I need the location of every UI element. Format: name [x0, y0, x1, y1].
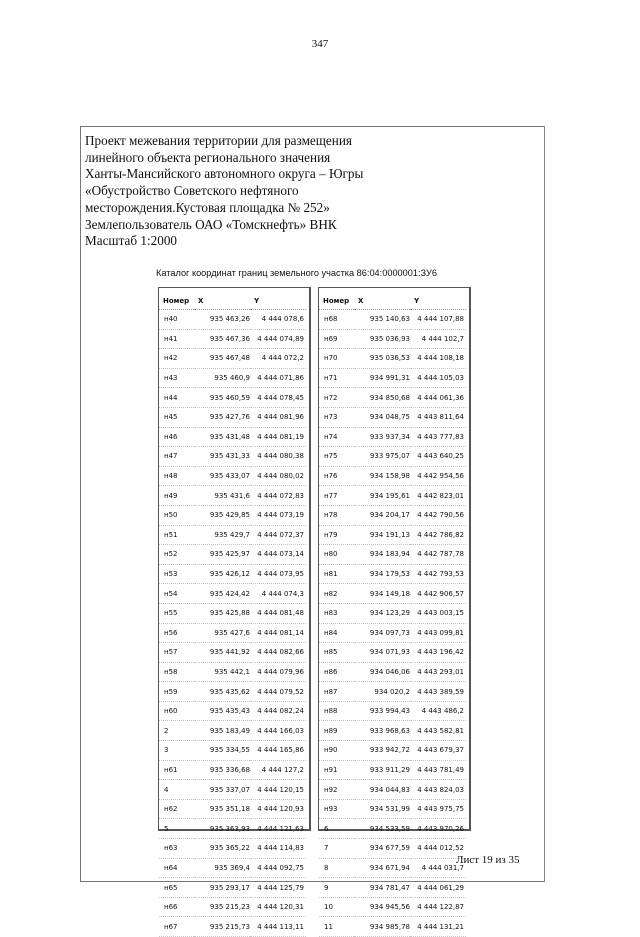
y-coordinate-cell: 4 444 105,03	[410, 368, 466, 388]
y-coordinate-cell: 4 442 793,53	[410, 564, 466, 584]
table-row	[319, 525, 466, 545]
y-coordinate-cell: 4 444 072,37	[250, 525, 306, 545]
point-number-cell: н71	[319, 368, 354, 388]
point-number-cell: н81	[319, 564, 354, 584]
table-header-row	[319, 292, 466, 310]
table-row	[319, 349, 466, 369]
point-number-cell: 4	[159, 780, 194, 800]
y-coordinate-cell: 4 442 787,78	[410, 545, 466, 565]
table-row	[319, 505, 466, 525]
point-number-cell: н68	[319, 310, 354, 330]
point-number-cell: н75	[319, 447, 354, 467]
y-coordinate-cell: 4 444 081,19	[250, 427, 306, 447]
table-row	[319, 897, 466, 917]
point-number-cell: н80	[319, 545, 354, 565]
x-coordinate-cell: 935 036,53	[354, 349, 410, 369]
y-coordinate-cell: 4 444 031,7	[410, 858, 466, 878]
table-row	[319, 603, 466, 623]
y-coordinate-cell: 4 444 113,11	[250, 917, 306, 937]
table-body-right	[319, 310, 466, 937]
x-coordinate-cell: 935 441,92	[194, 643, 250, 663]
column-header-y: Y	[410, 292, 466, 310]
column-header-number: Номер	[319, 292, 354, 310]
sheet-number: Лист 19 из 35	[456, 854, 520, 866]
frame-border-bottom	[80, 881, 545, 882]
y-coordinate-cell: 4 444 079,52	[250, 682, 306, 702]
table-row	[319, 388, 466, 408]
y-coordinate-cell: 4 444 072,83	[250, 486, 306, 506]
x-coordinate-cell: 935 426,12	[194, 564, 250, 584]
y-coordinate-cell: 4 444 114,83	[250, 839, 306, 859]
x-coordinate-cell: 935 431,6	[194, 486, 250, 506]
table-row	[159, 799, 306, 819]
x-coordinate-cell: 935 183,49	[194, 721, 250, 741]
x-coordinate-cell: 934 158,98	[354, 466, 410, 486]
table-row	[319, 623, 466, 643]
point-number-cell: н50	[159, 505, 194, 525]
x-coordinate-cell: 934 985,78	[354, 917, 410, 937]
table-row	[159, 662, 306, 682]
point-number-cell: н57	[159, 643, 194, 663]
point-number-cell: н45	[159, 407, 194, 427]
table-row	[159, 721, 306, 741]
point-number-cell: 11	[319, 917, 354, 937]
x-coordinate-cell: 935 431,33	[194, 447, 250, 467]
title-line: Ханты-Мансийского автономного округа – Югры	[85, 166, 364, 182]
x-coordinate-cell: 935 467,48	[194, 349, 250, 369]
point-number-cell: н43	[159, 368, 194, 388]
point-number-cell: 6	[319, 819, 354, 839]
y-coordinate-cell: 4 444 102,7	[410, 329, 466, 349]
x-coordinate-cell: 933 942,72	[354, 741, 410, 761]
point-number-cell: н85	[319, 643, 354, 663]
point-number-cell: н77	[319, 486, 354, 506]
x-coordinate-cell: 934 533,59	[354, 819, 410, 839]
table-row	[159, 368, 306, 388]
point-number-cell: н44	[159, 388, 194, 408]
point-number-cell: н51	[159, 525, 194, 545]
table-row	[319, 407, 466, 427]
table-row	[319, 584, 466, 604]
title-line: Землепользователь ОАО «Томскнефть» ВНК	[85, 216, 337, 232]
y-coordinate-cell: 4 444 073,14	[250, 545, 306, 565]
table-row	[319, 780, 466, 800]
point-number-cell: 8	[319, 858, 354, 878]
title-line: Проект межевания территории для размещения	[85, 133, 352, 148]
y-coordinate-cell: 4 443 640,25	[410, 447, 466, 467]
x-coordinate-cell: 935 433,07	[194, 466, 250, 486]
point-number-cell: н79	[319, 525, 354, 545]
frame-border-top	[80, 126, 544, 127]
point-number-cell: н62	[159, 799, 194, 819]
point-number-cell: н64	[159, 858, 194, 878]
y-coordinate-cell: 4 444 061,36	[410, 388, 466, 408]
y-coordinate-cell: 4 444 081,48	[250, 603, 306, 623]
table-row	[319, 466, 466, 486]
x-coordinate-cell: 933 975,07	[354, 447, 410, 467]
table-row	[319, 741, 466, 761]
y-coordinate-cell: 4 444 074,3	[250, 584, 306, 604]
y-coordinate-cell: 4 443 679,37	[410, 741, 466, 761]
point-number-cell: н53	[159, 564, 194, 584]
table-body-left	[159, 310, 306, 937]
table-row	[319, 447, 466, 467]
x-coordinate-cell: 935 363,93	[194, 819, 250, 839]
x-coordinate-cell: 934 781,47	[354, 878, 410, 898]
x-coordinate-cell: 934 097,73	[354, 623, 410, 643]
point-number-cell: н76	[319, 466, 354, 486]
table-row	[159, 917, 306, 937]
y-coordinate-cell: 4 444 012,52	[410, 839, 466, 859]
table-header-row	[159, 292, 306, 310]
table-row	[159, 701, 306, 721]
x-coordinate-cell: 935 429,7	[194, 525, 250, 545]
point-number-cell: н61	[159, 760, 194, 780]
point-number-cell: н48	[159, 466, 194, 486]
x-coordinate-cell: 933 937,34	[354, 427, 410, 447]
table-row	[319, 682, 466, 702]
title-line: «Обустройство Советского нефтяного	[85, 183, 299, 199]
table-row	[159, 388, 306, 408]
table-row	[319, 858, 466, 878]
point-number-cell: н92	[319, 780, 354, 800]
y-coordinate-cell: 4 443 970,26	[410, 819, 466, 839]
x-coordinate-cell: 934 204,17	[354, 505, 410, 525]
column-header-number: Номер	[159, 292, 194, 310]
y-coordinate-cell: 4 443 196,42	[410, 643, 466, 663]
x-coordinate-cell: 935 442,1	[194, 662, 250, 682]
table-row	[159, 564, 306, 584]
table-row	[159, 407, 306, 427]
column-header-y: Y	[250, 292, 306, 310]
x-coordinate-cell: 935 337,07	[194, 780, 250, 800]
point-number-cell: н73	[319, 407, 354, 427]
x-coordinate-cell: 934 048,75	[354, 407, 410, 427]
y-coordinate-cell: 4 442 906,57	[410, 584, 466, 604]
point-number-cell: 7	[319, 839, 354, 859]
y-coordinate-cell: 4 444 073,95	[250, 564, 306, 584]
x-coordinate-cell: 935 293,17	[194, 878, 250, 898]
point-number-cell: н63	[159, 839, 194, 859]
table-row	[319, 662, 466, 682]
y-coordinate-cell: 4 444 120,93	[250, 799, 306, 819]
y-coordinate-cell: 4 443 293,01	[410, 662, 466, 682]
y-coordinate-cell: 4 444 074,89	[250, 329, 306, 349]
y-coordinate-cell: 4 444 071,86	[250, 368, 306, 388]
point-number-cell: н58	[159, 662, 194, 682]
title-line: линейного объекта регионального значения	[85, 149, 331, 165]
table-row	[159, 505, 306, 525]
y-coordinate-cell: 4 444 107,88	[410, 310, 466, 330]
x-coordinate-cell: 935 425,88	[194, 603, 250, 623]
y-coordinate-cell: 4 444 061,29	[410, 878, 466, 898]
y-coordinate-cell: 4 442 790,56	[410, 505, 466, 525]
x-coordinate-cell: 933 968,63	[354, 721, 410, 741]
table-row	[159, 525, 306, 545]
table-row	[319, 819, 466, 839]
point-number-cell: н78	[319, 505, 354, 525]
point-number-cell: н82	[319, 584, 354, 604]
x-coordinate-cell: 935 140,63	[354, 310, 410, 330]
table-row	[159, 349, 306, 369]
x-coordinate-cell: 935 036,93	[354, 329, 410, 349]
y-coordinate-cell: 4 444 120,15	[250, 780, 306, 800]
point-number-cell: н66	[159, 897, 194, 917]
x-coordinate-cell: 935 427,76	[194, 407, 250, 427]
x-coordinate-cell: 934 945,56	[354, 897, 410, 917]
point-number-cell: н83	[319, 603, 354, 623]
x-coordinate-cell: 935 336,68	[194, 760, 250, 780]
y-coordinate-cell: 4 444 078,6	[250, 310, 306, 330]
table-row	[319, 564, 466, 584]
x-coordinate-cell: 935 215,23	[194, 897, 250, 917]
table-row	[159, 897, 306, 917]
table-row	[319, 839, 466, 859]
point-number-cell: н55	[159, 603, 194, 623]
x-coordinate-cell: 935 365,22	[194, 839, 250, 859]
point-number-cell: н74	[319, 427, 354, 447]
point-number-cell: н91	[319, 760, 354, 780]
point-number-cell: н67	[159, 917, 194, 937]
y-coordinate-cell: 4 443 099,81	[410, 623, 466, 643]
table-row	[319, 329, 466, 349]
x-coordinate-cell: 934 020,2	[354, 682, 410, 702]
y-coordinate-cell: 4 443 582,81	[410, 721, 466, 741]
y-coordinate-cell: 4 444 127,2	[250, 760, 306, 780]
project-title-block	[85, 133, 525, 250]
point-number-cell: 10	[319, 897, 354, 917]
y-coordinate-cell: 4 443 777,83	[410, 427, 466, 447]
table-row	[159, 858, 306, 878]
x-coordinate-cell: 934 191,13	[354, 525, 410, 545]
table-row	[159, 741, 306, 761]
point-number-cell: н93	[319, 799, 354, 819]
x-coordinate-cell: 935 369,4	[194, 858, 250, 878]
table-row	[319, 310, 466, 330]
table-row	[319, 760, 466, 780]
scale-line: Масштаб 1:2000	[85, 233, 178, 249]
point-number-cell: н49	[159, 486, 194, 506]
table-row	[159, 466, 306, 486]
frame-border-right	[544, 126, 545, 882]
point-number-cell: н41	[159, 329, 194, 349]
column-header-x: X	[354, 292, 410, 310]
y-coordinate-cell: 4 444 078,45	[250, 388, 306, 408]
table-row	[319, 427, 466, 447]
table-row	[159, 310, 306, 330]
table-row	[159, 643, 306, 663]
x-coordinate-cell: 935 460,9	[194, 368, 250, 388]
y-coordinate-cell: 4 444 120,31	[250, 897, 306, 917]
table-row	[159, 329, 306, 349]
table-row	[159, 623, 306, 643]
column-header-x: X	[194, 292, 250, 310]
point-number-cell: н40	[159, 310, 194, 330]
x-coordinate-cell: 935 427,6	[194, 623, 250, 643]
x-coordinate-cell: 935 351,18	[194, 799, 250, 819]
table-row	[319, 721, 466, 741]
table-row	[159, 819, 306, 839]
coordinates-table-right	[318, 287, 471, 931]
catalog-title: Каталог координат границ земельного участка 86:04:0000001:ЗУ6	[156, 268, 437, 278]
point-number-cell: 9	[319, 878, 354, 898]
point-number-cell: 3	[159, 741, 194, 761]
y-coordinate-cell: 4 444 079,96	[250, 662, 306, 682]
table-row	[159, 780, 306, 800]
x-coordinate-cell: 935 334,55	[194, 741, 250, 761]
table-row	[319, 799, 466, 819]
y-coordinate-cell: 4 444 122,87	[410, 897, 466, 917]
y-coordinate-cell: 4 443 811,64	[410, 407, 466, 427]
table-row	[159, 584, 306, 604]
point-number-cell: н88	[319, 701, 354, 721]
table-row	[159, 682, 306, 702]
coordinates-table-left	[158, 287, 311, 931]
point-number-cell: 5	[159, 819, 194, 839]
table-row	[159, 545, 306, 565]
x-coordinate-cell: 934 183,94	[354, 545, 410, 565]
y-coordinate-cell: 4 444 166,03	[250, 721, 306, 741]
point-number-cell: н86	[319, 662, 354, 682]
y-coordinate-cell: 4 444 082,24	[250, 701, 306, 721]
point-number-cell: н52	[159, 545, 194, 565]
y-coordinate-cell: 4 442 954,56	[410, 466, 466, 486]
y-coordinate-cell: 4 443 975,75	[410, 799, 466, 819]
x-coordinate-cell: 934 671,94	[354, 858, 410, 878]
point-number-cell: н70	[319, 349, 354, 369]
y-coordinate-cell: 4 444 080,38	[250, 447, 306, 467]
table-row	[319, 701, 466, 721]
x-coordinate-cell: 934 677,59	[354, 839, 410, 859]
x-coordinate-cell: 935 424,42	[194, 584, 250, 604]
point-number-cell: н60	[159, 701, 194, 721]
point-number-cell: н42	[159, 349, 194, 369]
y-coordinate-cell: 4 444 081,96	[250, 407, 306, 427]
point-number-cell: н90	[319, 741, 354, 761]
table-row	[159, 878, 306, 898]
y-coordinate-cell: 4 443 003,15	[410, 603, 466, 623]
point-number-cell: н84	[319, 623, 354, 643]
x-coordinate-cell: 935 463,26	[194, 310, 250, 330]
y-coordinate-cell: 4 444 165,86	[250, 741, 306, 761]
table-row	[159, 486, 306, 506]
y-coordinate-cell: 4 444 072,2	[250, 349, 306, 369]
x-coordinate-cell: 935 435,43	[194, 701, 250, 721]
y-coordinate-cell: 4 442 786,82	[410, 525, 466, 545]
point-number-cell: н72	[319, 388, 354, 408]
point-number-cell: н87	[319, 682, 354, 702]
x-coordinate-cell: 934 850,68	[354, 388, 410, 408]
x-coordinate-cell: 934 991,31	[354, 368, 410, 388]
x-coordinate-cell: 934 123,29	[354, 603, 410, 623]
point-number-cell: н56	[159, 623, 194, 643]
y-coordinate-cell: 4 443 824,03	[410, 780, 466, 800]
x-coordinate-cell: 933 911,29	[354, 760, 410, 780]
x-coordinate-cell: 935 425,97	[194, 545, 250, 565]
point-number-cell: н89	[319, 721, 354, 741]
point-number-cell: н47	[159, 447, 194, 467]
point-number-cell: 2	[159, 721, 194, 741]
y-coordinate-cell: 4 444 092,75	[250, 858, 306, 878]
x-coordinate-cell: 935 435,62	[194, 682, 250, 702]
point-number-cell: н65	[159, 878, 194, 898]
y-coordinate-cell: 4 444 121,63	[250, 819, 306, 839]
x-coordinate-cell: 934 149,18	[354, 584, 410, 604]
y-coordinate-cell: 4 444 082,66	[250, 643, 306, 663]
table-row	[319, 368, 466, 388]
x-coordinate-cell: 934 531,99	[354, 799, 410, 819]
table-row	[319, 917, 466, 937]
table-row	[159, 603, 306, 623]
point-number-cell: н54	[159, 584, 194, 604]
table-row	[319, 545, 466, 565]
table-row	[319, 643, 466, 663]
y-coordinate-cell: 4 444 080,02	[250, 466, 306, 486]
y-coordinate-cell: 4 444 131,21	[410, 917, 466, 937]
table-row	[319, 486, 466, 506]
x-coordinate-cell: 935 429,85	[194, 505, 250, 525]
x-coordinate-cell: 934 179,53	[354, 564, 410, 584]
table-row	[159, 760, 306, 780]
y-coordinate-cell: 4 444 081,14	[250, 623, 306, 643]
y-coordinate-cell: 4 444 125,79	[250, 878, 306, 898]
point-number-cell: н46	[159, 427, 194, 447]
x-coordinate-cell: 935 460,59	[194, 388, 250, 408]
x-coordinate-cell: 934 071,93	[354, 643, 410, 663]
x-coordinate-cell: 934 046,06	[354, 662, 410, 682]
x-coordinate-cell: 933 994,43	[354, 701, 410, 721]
page-number: 347	[311, 38, 329, 50]
point-number-cell: н59	[159, 682, 194, 702]
table-row	[319, 878, 466, 898]
y-coordinate-cell: 4 443 389,59	[410, 682, 466, 702]
point-number-cell: н69	[319, 329, 354, 349]
table-row	[159, 839, 306, 859]
y-coordinate-cell: 4 443 486,2	[410, 701, 466, 721]
y-coordinate-cell: 4 444 073,19	[250, 505, 306, 525]
x-coordinate-cell: 934 195,61	[354, 486, 410, 506]
table-row	[159, 447, 306, 467]
frame-border-left	[80, 126, 81, 882]
x-coordinate-cell: 935 431,48	[194, 427, 250, 447]
y-coordinate-cell: 4 443 781,49	[410, 760, 466, 780]
title-line: месторождения.Кустовая площадка № 252»	[85, 199, 330, 215]
x-coordinate-cell: 934 044,83	[354, 780, 410, 800]
table-row	[159, 427, 306, 447]
y-coordinate-cell: 4 444 108,18	[410, 349, 466, 369]
x-coordinate-cell: 935 467,36	[194, 329, 250, 349]
x-coordinate-cell: 935 215,73	[194, 917, 250, 937]
y-coordinate-cell: 4 442 823,01	[410, 486, 466, 506]
